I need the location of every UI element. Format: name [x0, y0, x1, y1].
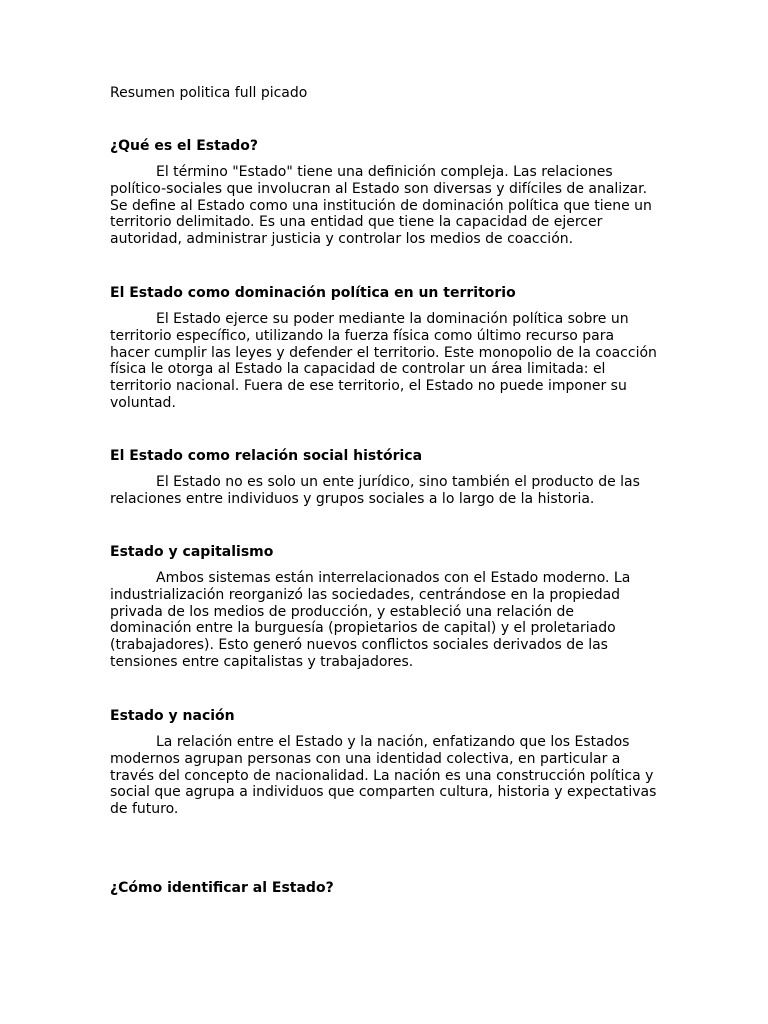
section-estado-y-capitalismo [110, 543, 658, 671]
document-title: Resumen politica full picado [110, 85, 308, 101]
section-que-es-el-estado [110, 137, 658, 248]
section-paragraph: El Estado no es solo un ente jurídico, sino también el producto de las relaciones entre individuos y grupos sociales a lo largo de la historia. [110, 474, 640, 507]
section-heading: ¿Qué es el Estado? [110, 138, 259, 154]
section-paragraph: La relación entre el Estado y la nación, enfatizando que los Estados modernos agrupan personas con una identidad colectiva, en particular a través del concepto de nacionalidad. La nación es una construcción política y social que agrupa a individuos que comparten cultura, historia y expectativas de futuro. [110, 734, 657, 818]
section-heading: ¿Cómo identificar al Estado? [110, 880, 334, 896]
section-heading: El Estado como relación social histórica [110, 448, 423, 464]
section-paragraph: El Estado ejerce su poder mediante la dominación política sobre un territorio específico, utilizando la fuerza física como último recurso para hacer cumplir las leyes y defender el territorio. Este monopolio de la coacción física le otorga al Estado la capacidad de controlar un área limitada: el territorio nacional. Fuera de ese territorio, el Estado no puede imponer su voluntad. [110, 311, 657, 411]
section-heading: Estado y nación [110, 708, 235, 724]
section-como-identificar-al-estado [110, 879, 658, 897]
section-dominacion-politica [110, 284, 658, 412]
section-heading: Estado y capitalismo [110, 544, 274, 560]
section-paragraph: Ambos sistemas están interrelacionados con el Estado moderno. La industrialización reorganizó las sociedades, centrándose en la propiedad privada de los medios de producción, y estableció una relación de dominación entre la burguesía (propietarios de capital) y el proletariado (trabajadores). Esto generó nuevos conflictos sociales derivados de las tensiones entre capitalistas y trabajadores. [110, 570, 631, 670]
section-heading: El Estado como dominación política en un territorio [110, 285, 516, 301]
section-relacion-social-historica [110, 447, 658, 508]
section-estado-y-nacion [110, 707, 658, 818]
section-paragraph: El término "Estado" tiene una definición compleja. Las relaciones político-sociales que involucran al Estado son diversas y difíciles de analizar. Se define al Estado como una institución de dominación política que tiene un territorio delimitado. Es una entidad que tiene la capacidad de ejercer autoridad, administrar justicia y controlar los medios de coacción. [110, 164, 652, 248]
